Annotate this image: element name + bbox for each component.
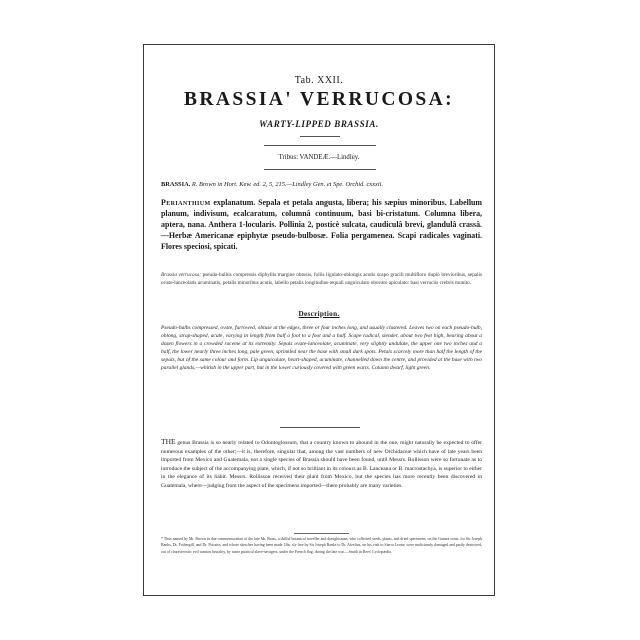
body-text: genus Brassia is so nearly related to Odontoglossum, that a country known to abound in the one, might naturally be expected to offer numerous examples of the other;—it is, therefore, singular that, among the vast numbers of new Orchidaceæ which have of late years been imported from Mexico and Guatemala, not a single species of Brassia should have been found, until Messrs. Rollisson were so fortunate as to introduce the subject of the accompanying plate, which, if not so brilliant in its colours as B. Lanceana or B. macrostachya, is superior to either in the elegance of its habit. Messrs. Rollisson received their plant from Mexico, but the species has more recently been discovered in Guatemala, where—judging from the aspect of the specimens imported—there probably are many varieties. (161, 440, 482, 489)
latin-lead-word: Perianthium (161, 198, 211, 207)
footnote-divider (294, 533, 349, 534)
divider-bottom (264, 169, 376, 170)
latin-generic-description (161, 197, 482, 252)
footnote: * Thus named by Mr. Brown in due commemoration of the late Mr. Brass, a skilful botanical traveller and draughtsman, who collected seeds, plants, and dried specimens, on the Guinea coast, for Sir Joseph Banks, Dr. Fothergill, and Dr. Pitcairn, and whose sketches having been made 1lbs. sly free by Sir Joseph Banks to Dr. Afzelius, on his visit to Sierra Leone, were malicionsly damaged and partly destroyed, out of charecteristic evil wanton brutality, by some piratical slave-savagers, under the French flag, during the late war.—Smith in Rees' Cyclopædia. (161, 537, 482, 554)
tribus-line: Tribus: VANDEÆ.—Lindley. (278, 154, 360, 161)
divider-middle (280, 427, 360, 428)
species-diagnosis-text: pseudo-bulbis compressis diphyllis margine obtusis, foliis ligulato-oblongis acutis scapo gracili multifloro duplò brevioribus, sepalis ovato-lanceolatis acuminatis, petalis minoribus acutis, labello petalis longitudine æquali unguiculato obovato apiculato: basi verruciis crebris munito. (161, 272, 482, 287)
genus-reference (161, 181, 482, 188)
genus-citation: R. Brown in Hort. Kew. ed. 2, 5, 215.—Lindley Gen. et Spe. Orchid. cxxxii. (191, 181, 384, 188)
divider-top (264, 145, 376, 146)
divider-short (300, 136, 340, 137)
species-diagnosis (161, 271, 482, 287)
description-text: Pseudo-bulbs compressed, ovate, furrowed, obtuse at the edges, three or four inches long, and usually clustered. Leaves two on each pseudo-bulb, oblong, strap-shaped, acute, varying in length from half a foot to a foot and a half. Scape radical, slender, about two feet high, bearing about a dozen flowers in a crowded raceme at its extremity. Sepals ovate-lanceolate, acuminate, very slightly undulate, the upper one two inches and a half, the lower nearly three inches long, pale green, sprinkled near the base with small dark spots. Petals scarcely more than half the length of the sepals, but of the same colour and form. Lip unguiculate, heart-shaped, acuminate, channelled down the centre, and provided at the base with two parallel glands,—whitish in the upper part, but in the lower curiously covered with green warts. Column dwarf, light green. (161, 325, 482, 372)
species-diagnosis-lead: Brassia verrucosa; (161, 272, 201, 278)
description-heading: Description. (298, 310, 340, 318)
latin-text: explanatum. Sepala et petala angusta, libera; his sæpius minoribus. Labellum planum, indivisum, ecalcaratum, columnâ continuum, basi bi-cristatum. Columna libera, aptera, nana. Anthera 1-locularis. Pollinia 2, posticè sulcata, caudiculâ brevi, glandulâ crassâ.—Herbæ Americanæ epiphytæ pseudo-bulbosæ. Folia pergamenea. Scapi radicales vaginati. Flores speciosi, spicati. (161, 198, 482, 252)
body-paragraph (161, 438, 482, 491)
plate-frame (143, 44, 495, 596)
body-lead-word: THE (161, 437, 176, 446)
page-title: BRASSIA' VERRUCOSA: (183, 89, 455, 110)
plate-number: Tab. XXII. (294, 75, 344, 86)
genus-name: BRASSIA. (161, 181, 191, 188)
page-subtitle: WARTY-LIPPED BRASSIA. (259, 119, 379, 129)
